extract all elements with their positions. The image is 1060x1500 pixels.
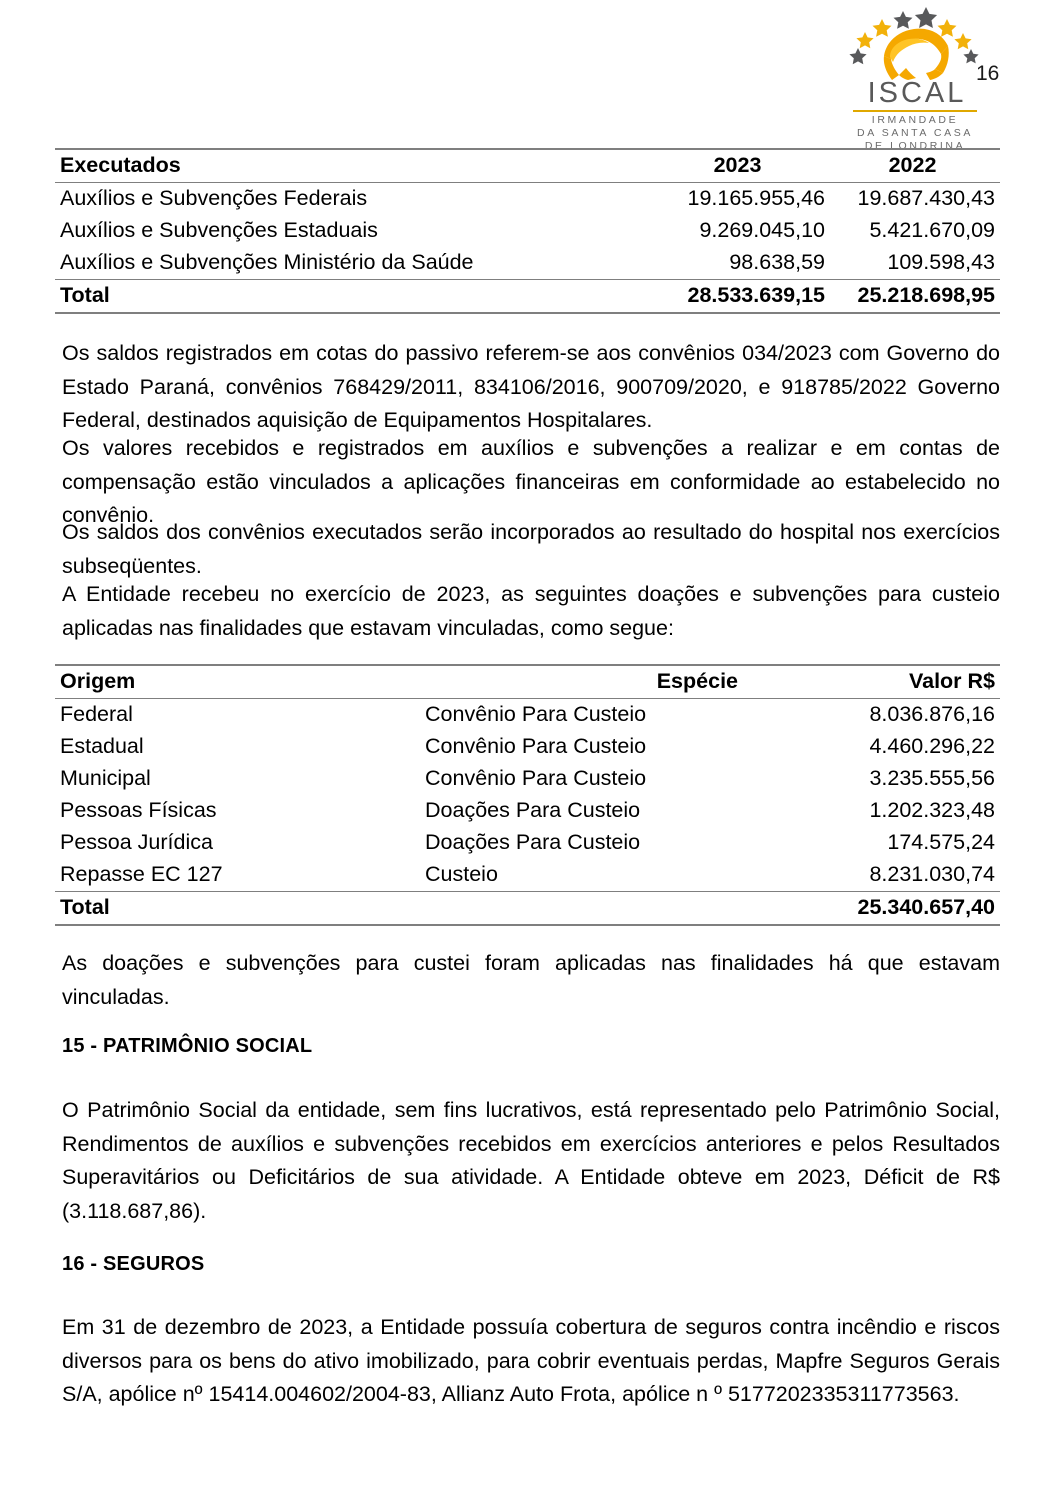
cell-label: Auxílios e Subvenções Estaduais	[60, 218, 378, 242]
logo-divider	[853, 110, 977, 112]
cell-origem: Pessoa Jurídica	[60, 830, 213, 854]
cell-origem: Repasse EC 127	[60, 862, 223, 886]
table-row	[55, 795, 1000, 827]
table-row	[55, 731, 1000, 763]
column-header-executados: Executados	[55, 149, 650, 183]
page-header	[0, 0, 1060, 152]
cell-valor: 174.575,24	[887, 830, 995, 854]
column-header-valor: Valor R$	[760, 665, 1000, 699]
heading-seguros: 16 - SEGUROS	[62, 1253, 205, 1275]
cell-especie: Doações Para Custeio	[425, 798, 641, 822]
table-header-row	[55, 149, 1000, 183]
cell-total-label: Total	[55, 280, 650, 314]
column-header-especie: Espécie	[420, 665, 760, 699]
logo-ribbon	[884, 29, 949, 80]
cell-especie: Doações Para Custeio	[425, 830, 641, 854]
cell-especie: Convênio Para Custeio	[425, 702, 647, 726]
cell-especie: Custeio	[425, 862, 498, 886]
cell-value-2022: 5.421.670,09	[869, 218, 995, 242]
cell-valor: 3.235.555,56	[869, 766, 995, 790]
iscal-logo	[840, 2, 990, 153]
table-row	[55, 247, 1000, 280]
cell-total-2022: 25.218.698,95	[830, 280, 1000, 314]
logo-subtitle-line-1: IRMANDADE	[871, 114, 959, 126]
cell-total-valor: 25.340.657,40	[760, 892, 1000, 926]
cell-origem: Estadual	[60, 734, 144, 758]
iscal-emblem-icon	[840, 2, 990, 80]
table-header-row	[55, 665, 1000, 699]
cell-valor: 8.036.876,16	[869, 702, 995, 726]
logo-wordmark: ISCAL	[867, 77, 967, 109]
paragraph-doacoes-aplicadas: As doações e subvenções para custei foram aplicadas nas finalidades há que estavam vinculadas.	[62, 951, 1000, 1009]
table-row	[55, 215, 1000, 247]
table-row	[55, 699, 1000, 732]
heading-patrimonio-social: 15 - PATRIMÔNIO SOCIAL	[62, 1035, 313, 1057]
cell-valor: 4.460.296,22	[869, 734, 995, 758]
cell-label: Auxílios e Subvenções Ministério da Saúde	[60, 250, 474, 274]
cell-value-2022: 109.598,43	[887, 250, 995, 274]
paragraph-saldos-convenios: Os saldos dos convênios executados serão incorporados ao resultado do hospital nos exercícios subseqüentes.	[62, 520, 1000, 578]
paragraph-saldos-registrados: Os saldos registrados em cotas do passivo referem-se aos convênios 034/2023 com Governo do Estado Paraná, convênios 768429/2011, 834106/2016, 900709/2020, e 918785/2022 Governo Federal, destinados aquisição de Equipamentos Hospitalares.	[62, 341, 1000, 432]
table-total-row	[55, 892, 1000, 926]
cell-value-2023: 9.269.045,10	[699, 218, 825, 242]
cell-especie: Convênio Para Custeio	[425, 734, 647, 758]
cell-total-especie	[420, 892, 760, 926]
paragraph-valores-recebidos: Os valores recebidos e registrados em auxílios e subvenções a realizar e em contas de compensação estão vinculados a aplicações financeiras em conformidade ao estabelecido no convênio.	[62, 436, 1000, 527]
table-executados	[55, 148, 1000, 314]
cell-label: Auxílios e Subvenções Federais	[60, 186, 368, 210]
table-row	[55, 763, 1000, 795]
table-total-row	[55, 280, 1000, 314]
column-header-origem: Origem	[55, 665, 420, 699]
table-row	[55, 183, 1000, 216]
cell-especie: Convênio Para Custeio	[425, 766, 647, 790]
paragraph-entidade-recebeu: A Entidade recebeu no exercício de 2023, as seguintes doações e subvenções para custeio aplicadas nas finalidades que estavam vinculadas, como segue:	[62, 582, 1000, 640]
column-header-2022: 2022	[830, 149, 1000, 183]
paragraph-patrimonio-social: O Patrimônio Social da entidade, sem fins lucrativos, está representado pelo Patrimônio Social, Rendimentos de auxílios e subvenções recebidos em exercícios anteriores e pelos Resultados Superavitários ou Deficitários de sua atividade. A Entidade obteve em 2023, Déficit de R$ (3.118.687,86).	[62, 1098, 1000, 1223]
logo-subtitle-line-2: DA SANTA CASA	[857, 127, 973, 139]
cell-origem: Pessoas Físicas	[60, 798, 217, 822]
cell-origem: Municipal	[60, 766, 151, 790]
cell-valor: 8.231.030,74	[869, 862, 995, 886]
table-row	[55, 827, 1000, 859]
table-row	[55, 859, 1000, 892]
cell-total-2023: 28.533.639,15	[650, 280, 830, 314]
cell-value-2023: 19.165.955,46	[687, 186, 825, 210]
column-header-2023: 2023	[650, 149, 830, 183]
logo-subtitle-line-3: DE LONDRINA	[864, 140, 966, 152]
cell-origem: Federal	[60, 702, 133, 726]
cell-total-label: Total	[55, 892, 420, 926]
paragraph-seguros: Em 31 de dezembro de 2023, a Entidade possuía cobertura de seguros contra incêndio e riscos diversos para os bens do ativo imobilizado, para cobrir eventuais perdas, Mapfre Seguros Gerais S/A, apólice nº 15414.004602/2004-83, Allianz Auto Frota, apólice n º 5177202335311773563.	[62, 1315, 1000, 1406]
cell-value-2022: 19.687.430,43	[857, 186, 995, 210]
page-number: 16	[976, 62, 1000, 85]
table-origem-especie-valor	[55, 664, 1000, 926]
cell-value-2023: 98.638,59	[729, 250, 825, 274]
cell-valor: 1.202.323,48	[869, 798, 995, 822]
